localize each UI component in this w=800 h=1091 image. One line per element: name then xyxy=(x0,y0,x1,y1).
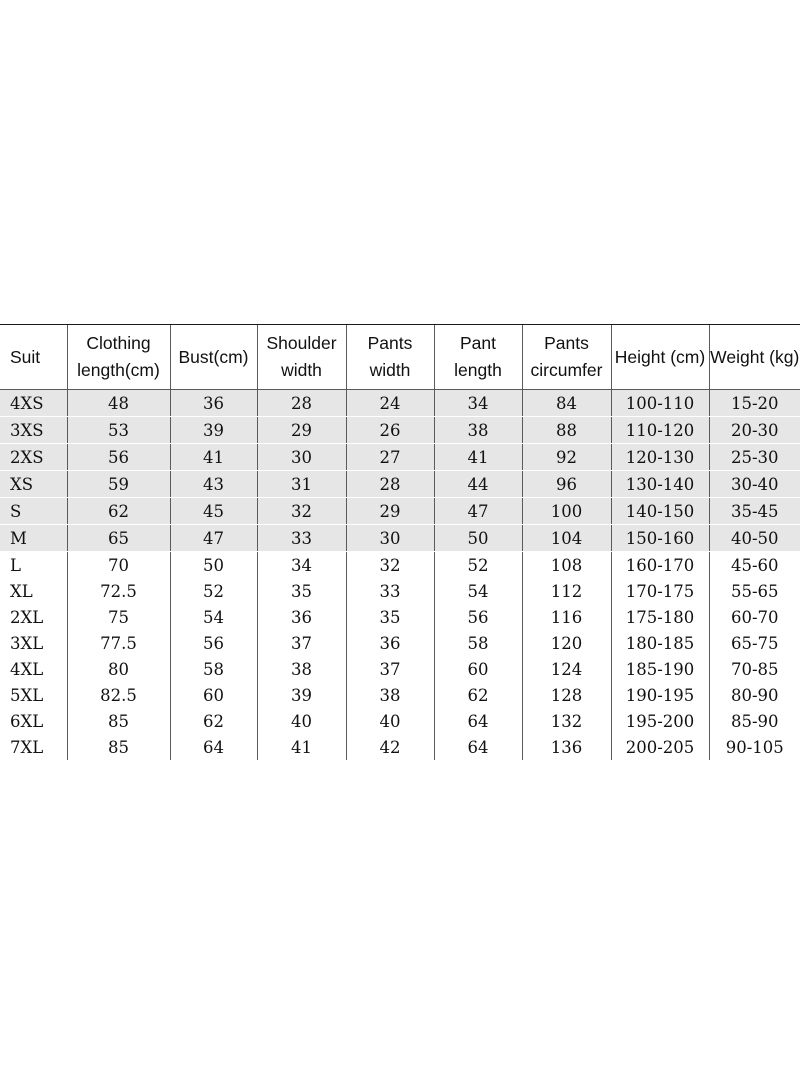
cell-bust: 36 xyxy=(170,390,257,417)
cell-height: 130-140 xyxy=(611,471,709,498)
cell-suit: 4XS xyxy=(0,390,67,417)
cell-height: 110-120 xyxy=(611,417,709,444)
size-chart-body xyxy=(0,390,800,761)
cell-pants-width: 37 xyxy=(346,656,434,682)
cell-suit: 5XL xyxy=(10,685,44,705)
cell-bust: 43 xyxy=(170,471,257,498)
cell-shoulder-width: 41 xyxy=(257,734,346,760)
table-row xyxy=(0,656,800,682)
cell-bust: 62 xyxy=(170,708,257,734)
cell-suit: 3XL xyxy=(10,633,44,653)
size-chart-header xyxy=(0,325,800,390)
cell-height: 200-205 xyxy=(611,734,709,760)
cell-bust: 52 xyxy=(170,578,257,604)
cell-clothing-length: 75 xyxy=(67,604,170,630)
cell-weight: 60-70 xyxy=(709,604,800,630)
cell-clothing-length: 48 xyxy=(67,390,170,417)
cell-shoulder-width: 40 xyxy=(257,708,346,734)
cell-pants-width: 33 xyxy=(346,578,434,604)
cell-shoulder-width: 35 xyxy=(257,578,346,604)
table-row xyxy=(0,578,800,604)
cell-pants-width: 32 xyxy=(346,552,434,579)
cell-pants-circumference: 124 xyxy=(522,656,611,682)
table-row xyxy=(0,604,800,630)
cell-pants-circumference: 92 xyxy=(522,444,611,471)
cell-clothing-length: 85 xyxy=(67,734,170,760)
cell-clothing-length: 72.5 xyxy=(67,578,170,604)
cell-pants-width: 29 xyxy=(346,498,434,525)
cell-weight: 85-90 xyxy=(709,708,800,734)
cell-suit: 2XS xyxy=(0,444,67,471)
cell-clothing-length: 82.5 xyxy=(67,682,170,708)
table-row xyxy=(0,498,800,525)
header-height: Height (cm) xyxy=(611,325,709,390)
cell-pant-length: 62 xyxy=(434,682,522,708)
cell-pants-circumference: 112 xyxy=(522,578,611,604)
cell-pants-circumference: 104 xyxy=(522,525,611,552)
cell-pant-length: 56 xyxy=(434,604,522,630)
cell-pant-length: 60 xyxy=(434,656,522,682)
cell-shoulder-width: 33 xyxy=(257,525,346,552)
cell-clothing-length: 80 xyxy=(67,656,170,682)
cell-suit: S xyxy=(0,498,67,525)
header-weight: Weight (kg) xyxy=(709,325,800,390)
table-row xyxy=(0,417,800,444)
cell-pants-circumference: 100 xyxy=(522,498,611,525)
cell-height: 120-130 xyxy=(611,444,709,471)
cell-bust: 45 xyxy=(170,498,257,525)
cell-pants-circumference: 84 xyxy=(522,390,611,417)
cell-pant-length: 41 xyxy=(434,444,522,471)
cell-suit: 7XL xyxy=(10,737,44,757)
cell-height: 195-200 xyxy=(611,708,709,734)
cell-bust: 50 xyxy=(170,552,257,579)
cell-height: 190-195 xyxy=(611,682,709,708)
cell-shoulder-width: 31 xyxy=(257,471,346,498)
cell-pant-length: 47 xyxy=(434,498,522,525)
cell-height: 100-110 xyxy=(611,390,709,417)
cell-pants-circumference: 136 xyxy=(522,734,611,760)
cell-pant-length: 44 xyxy=(434,471,522,498)
cell-bust: 41 xyxy=(170,444,257,471)
cell-suit: M xyxy=(0,525,67,552)
cell-shoulder-width: 34 xyxy=(257,552,346,579)
cell-shoulder-width: 36 xyxy=(257,604,346,630)
cell-clothing-length: 77.5 xyxy=(67,630,170,656)
cell-pant-length: 58 xyxy=(434,630,522,656)
cell-weight: 80-90 xyxy=(709,682,800,708)
cell-shoulder-width: 39 xyxy=(257,682,346,708)
cell-pants-width: 40 xyxy=(346,708,434,734)
table-row xyxy=(0,708,800,734)
table-row xyxy=(0,552,800,579)
cell-bust: 64 xyxy=(170,734,257,760)
cell-pant-length: 64 xyxy=(434,734,522,760)
cell-clothing-length: 53 xyxy=(67,417,170,444)
header-shoulder-width: Shoulder width xyxy=(257,325,346,390)
cell-pants-width: 38 xyxy=(346,682,434,708)
cell-shoulder-width: 37 xyxy=(257,630,346,656)
table-row xyxy=(0,682,800,708)
cell-pants-circumference: 120 xyxy=(522,630,611,656)
table-row xyxy=(0,471,800,498)
cell-pant-length: 34 xyxy=(434,390,522,417)
cell-pant-length: 52 xyxy=(434,552,522,579)
cell-clothing-length: 65 xyxy=(67,525,170,552)
cell-weight: 55-65 xyxy=(709,578,800,604)
header-pant-length: Pant length xyxy=(434,325,522,390)
cell-pant-length: 50 xyxy=(434,525,522,552)
cell-bust: 56 xyxy=(170,630,257,656)
cell-clothing-length: 70 xyxy=(67,552,170,579)
cell-height: 170-175 xyxy=(611,578,709,604)
cell-weight: 35-45 xyxy=(709,498,800,525)
cell-pants-circumference: 108 xyxy=(522,552,611,579)
table-row xyxy=(0,734,800,760)
cell-pants-width: 27 xyxy=(346,444,434,471)
header-bust: Bust(cm) xyxy=(170,325,257,390)
size-chart-table xyxy=(0,324,800,760)
cell-height: 150-160 xyxy=(611,525,709,552)
cell-height: 180-185 xyxy=(611,630,709,656)
cell-clothing-length: 62 xyxy=(67,498,170,525)
cell-weight: 15-20 xyxy=(709,390,800,417)
cell-pants-circumference: 128 xyxy=(522,682,611,708)
cell-pants-width: 24 xyxy=(346,390,434,417)
cell-suit: XS xyxy=(0,471,67,498)
cell-bust: 54 xyxy=(170,604,257,630)
cell-pants-width: 35 xyxy=(346,604,434,630)
cell-bust: 39 xyxy=(170,417,257,444)
cell-weight: 25-30 xyxy=(709,444,800,471)
cell-height: 160-170 xyxy=(611,552,709,579)
cell-suit: XL xyxy=(10,581,33,601)
header-row xyxy=(0,325,800,390)
cell-weight: 30-40 xyxy=(709,471,800,498)
cell-clothing-length: 56 xyxy=(67,444,170,471)
cell-pant-length: 54 xyxy=(434,578,522,604)
cell-height: 185-190 xyxy=(611,656,709,682)
cell-pants-circumference: 132 xyxy=(522,708,611,734)
cell-shoulder-width: 32 xyxy=(257,498,346,525)
table-row xyxy=(0,525,800,552)
cell-suit: 4XL xyxy=(10,659,44,679)
cell-pants-circumference: 96 xyxy=(522,471,611,498)
cell-suit: 2XL xyxy=(10,607,44,627)
cell-weight: 65-75 xyxy=(709,630,800,656)
cell-bust: 58 xyxy=(170,656,257,682)
header-pants-circumference: Pants circumfer xyxy=(522,325,611,390)
cell-pants-width: 26 xyxy=(346,417,434,444)
cell-suit: 6XL xyxy=(10,711,44,731)
cell-pants-circumference: 88 xyxy=(522,417,611,444)
cell-pant-length: 38 xyxy=(434,417,522,444)
cell-pant-length: 64 xyxy=(434,708,522,734)
header-pants-width: Pants width xyxy=(346,325,434,390)
cell-weight: 20-30 xyxy=(709,417,800,444)
cell-weight: 70-85 xyxy=(709,656,800,682)
cell-shoulder-width: 30 xyxy=(257,444,346,471)
table-row xyxy=(0,444,800,471)
cell-weight: 40-50 xyxy=(709,525,800,552)
cell-suit: L xyxy=(10,555,21,575)
cell-bust: 47 xyxy=(170,525,257,552)
cell-shoulder-width: 38 xyxy=(257,656,346,682)
cell-weight: 45-60 xyxy=(709,552,800,579)
cell-clothing-length: 85 xyxy=(67,708,170,734)
cell-clothing-length: 59 xyxy=(67,471,170,498)
cell-weight: 90-105 xyxy=(709,734,800,760)
table-row xyxy=(0,630,800,656)
cell-pants-circumference: 116 xyxy=(522,604,611,630)
cell-height: 140-150 xyxy=(611,498,709,525)
cell-pants-width: 28 xyxy=(346,471,434,498)
header-suit: Suit xyxy=(0,325,67,390)
cell-shoulder-width: 28 xyxy=(257,390,346,417)
cell-pants-width: 30 xyxy=(346,525,434,552)
cell-bust: 60 xyxy=(170,682,257,708)
cell-height: 175-180 xyxy=(611,604,709,630)
cell-pants-width: 36 xyxy=(346,630,434,656)
header-clothing-length: Clothing length(cm) xyxy=(67,325,170,390)
cell-suit: 3XS xyxy=(0,417,67,444)
cell-shoulder-width: 29 xyxy=(257,417,346,444)
cell-pants-width: 42 xyxy=(346,734,434,760)
table-row xyxy=(0,390,800,417)
